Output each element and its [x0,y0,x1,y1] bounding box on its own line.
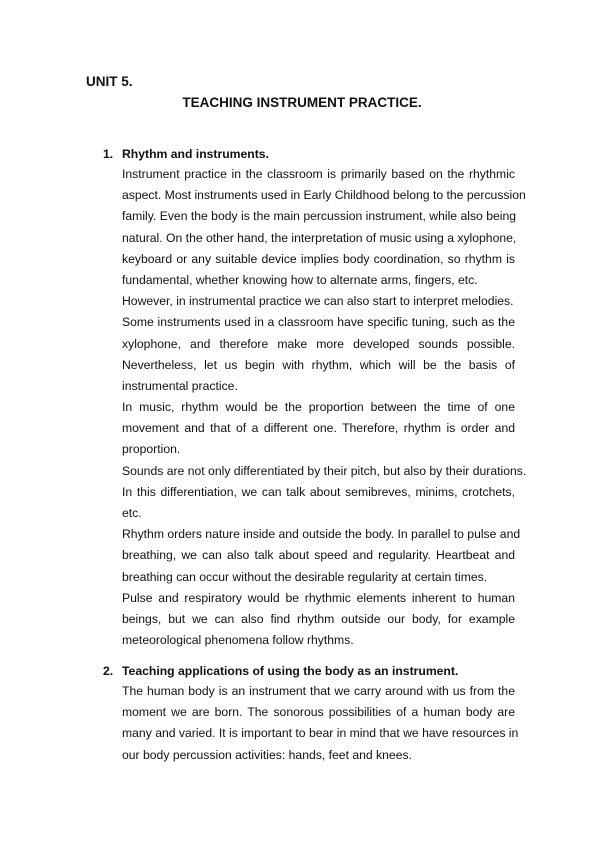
paragraph-line: etc. [122,506,142,520]
paragraph-line: proportion. [122,442,181,457]
paragraph-line: In this differentiation, we can talk about semibreves, minims, crotchets, [122,484,515,499]
section-heading-text: Teaching applications of using the body as an instrument. [122,664,459,678]
paragraph-line: Instrument practice in the classroom is primarily based on the rhythmic [122,167,515,181]
paragraph-line: keyboard or any suitable device implies body coordination, so rhythm is [122,251,515,266]
paragraph-line: our body percussion activities: hands, feet and knees. [122,747,412,762]
paragraph-line: family. Even the body is the main percussion instrument, while also being [122,209,517,224]
paragraph-line: fundamental, whether knowing how to alternate arms, fingers, etc. [122,272,478,287]
section-number: 1. [103,147,114,161]
paragraph-line: Pulse and respiratory would be rhythmic elements inherent to human [122,590,515,605]
section-body [122,681,519,766]
paragraph-line: In music, rhythm would be the proportion between the time of one [122,400,515,415]
paragraph-line: Rhythm orders nature inside and outside the body. In parallel to pulse and [122,527,521,542]
paragraph-line: meteorological phenomena follow rhythms. [122,633,354,648]
paragraph-line: xylophone, and therefore make more developed sounds possible. [122,336,515,351]
section-body [122,164,527,651]
paragraph-line: instrumental practice. [122,378,238,393]
section-rhythm-and-instruments [103,144,527,651]
paragraph-line: natural. On the other hand, the interpretation of music using a xylophone, [122,230,517,245]
paragraph-line: The human body is an instrument that we carry around with us from the [122,684,515,698]
paragraph-line: many and varied. It is important to bear in mind that we have resources in [122,726,519,741]
section-heading [103,144,515,164]
section-heading-text: Rhythm and instruments. [122,147,269,161]
paragraph-line: beings, but we can also find rhythm outside our body, for example [122,611,515,626]
unit-label: UNIT 5. [86,74,133,89]
paragraph-line: movement and that of a different one. Therefore, rhythm is order and [122,421,515,436]
paragraph-line: Some instruments used in a classroom have specific tuning, such as the [122,315,515,330]
paragraph-line: aspect. Most instruments used in Early Childhood belong to the percussion [122,188,526,203]
section-body-as-instrument [103,661,519,766]
paragraph-line: breathing, we can also talk about speed and regularity. Heartbeat and [122,548,515,563]
paragraph-line: Sounds are not only differentiated by their pitch, but also by their durations. [122,463,527,478]
paragraph-line: However, in instrumental practice we can also start to interpret melodies. [122,294,514,309]
section-number: 2. [103,664,114,678]
paragraph-line: breathing can occur without the desirable regularity at certain times. [122,569,488,584]
page-title: TEACHING INSTRUMENT PRACTICE. [182,95,422,110]
section-heading [103,661,515,681]
paragraph-line: Nevertheless, let us begin with rhythm, which will be the basis of [122,357,515,372]
paragraph-line: moment we are born. The sonorous possibilities of a human body are [122,705,515,720]
